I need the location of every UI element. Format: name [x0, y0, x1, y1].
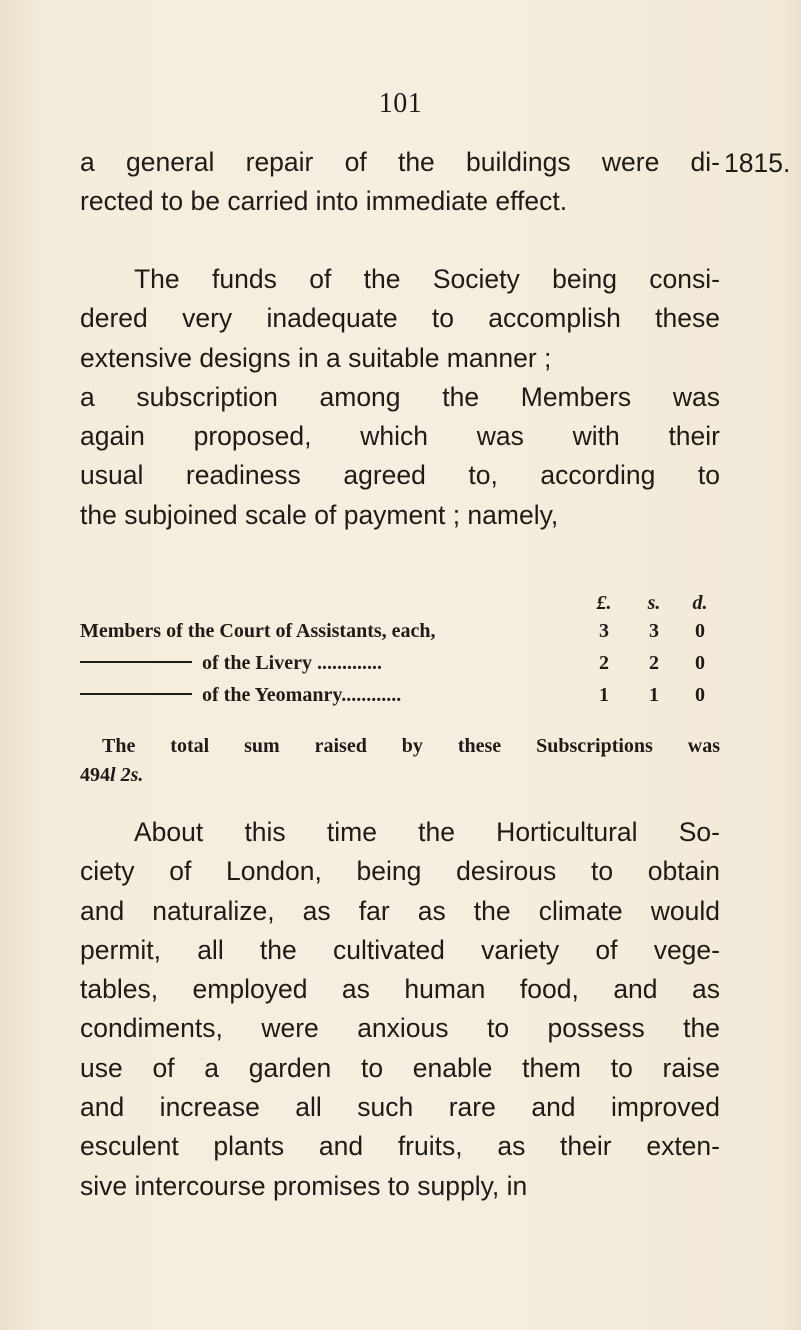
margin-year: 1815. — [724, 148, 791, 178]
scale-value-pounds: 3 — [599, 620, 609, 642]
scale-value-pence: 0 — [695, 652, 705, 674]
paragraph-2-line: usual readiness agreed to, according to — [80, 460, 720, 491]
leader-dots: ............ — [341, 684, 402, 706]
total-shillings: 2s. — [120, 764, 144, 786]
page-number: 101 — [378, 88, 423, 119]
header-pounds: £. — [596, 592, 612, 614]
paragraph-3 — [80, 813, 720, 1206]
total-amount: 494 — [80, 764, 110, 786]
paragraph-2-line: again proposed, which was with their — [80, 421, 720, 452]
paragraph-3-line: and increase all such rare and improved — [80, 1092, 720, 1123]
total-sentence: The total sum raised by these Subscriptions was — [102, 735, 720, 757]
paragraph-3-line: About this time the Horticultural So- — [134, 817, 720, 847]
paragraph-1-line: a general repair of the buildings were di- — [80, 147, 720, 177]
scale-header — [80, 592, 725, 620]
paragraph-2-line: dered very inadequate to accomplish these — [80, 303, 720, 334]
scale-row — [80, 684, 725, 716]
scale-value-pence: 0 — [695, 684, 705, 706]
paragraph-3-line: ciety of London, being desirous to obtain — [80, 856, 720, 887]
leader-dots: ............. — [316, 652, 382, 674]
scale-row-label: Members of the Court of Assistants, each, — [80, 620, 436, 642]
paragraph-1 — [80, 143, 720, 222]
scale-value-pounds: 2 — [599, 652, 609, 674]
scale-value-pence: 0 — [695, 620, 705, 642]
paragraph-3-line: sive intercourse promises to supply, in — [80, 1170, 528, 1201]
paragraph-2-line: The funds of the Society being consi- — [134, 264, 720, 294]
paragraph-2 — [80, 260, 720, 535]
scale-row-label-wrap — [80, 652, 382, 675]
scale-row-label: of the Livery — [202, 652, 312, 674]
scale-value-pounds: 1 — [599, 684, 609, 706]
ditto-rule — [80, 693, 192, 695]
paragraph-2-line: extensive designs in a suitable manner ; — [80, 342, 552, 373]
paragraph-3-line: and naturalize, as far as the climate would — [80, 895, 720, 926]
scale-row — [80, 620, 725, 652]
scale-value-shillings: 1 — [649, 684, 659, 706]
paragraph-2-line: the subjoined scale of payment ; namely, — [80, 499, 559, 530]
paragraph-3-line: permit, all the cultivated variety of vege- — [80, 934, 720, 965]
scale-row — [80, 652, 725, 684]
paragraph-3-line: esculent plants and fruits, as their exten- — [80, 1131, 720, 1162]
paragraph-3-line: condiments, were anxious to possess the — [80, 1013, 720, 1044]
scale-row-label-wrap — [80, 684, 401, 707]
paragraph-3-line: tables, employed as human food, and as — [80, 974, 720, 1005]
scale-value-shillings: 2 — [649, 652, 659, 674]
paragraph-3-line: use of a garden to enable them to raise — [80, 1052, 720, 1083]
ditto-rule — [80, 661, 192, 663]
scale-value-shillings: 3 — [649, 620, 659, 642]
total-amount-line — [80, 761, 720, 790]
header-pence: d. — [692, 592, 708, 614]
header-shillings: s. — [647, 592, 661, 614]
payment-scale-table — [80, 592, 725, 716]
total-pounds-unit: l — [110, 764, 116, 786]
subscription-total — [80, 732, 720, 790]
paragraph-2-line: a subscription among the Members was — [80, 381, 720, 412]
paragraph-1-line: rected to be carried into immediate effect. — [80, 186, 568, 217]
scale-row-label: of the Yeomanry — [202, 684, 342, 706]
